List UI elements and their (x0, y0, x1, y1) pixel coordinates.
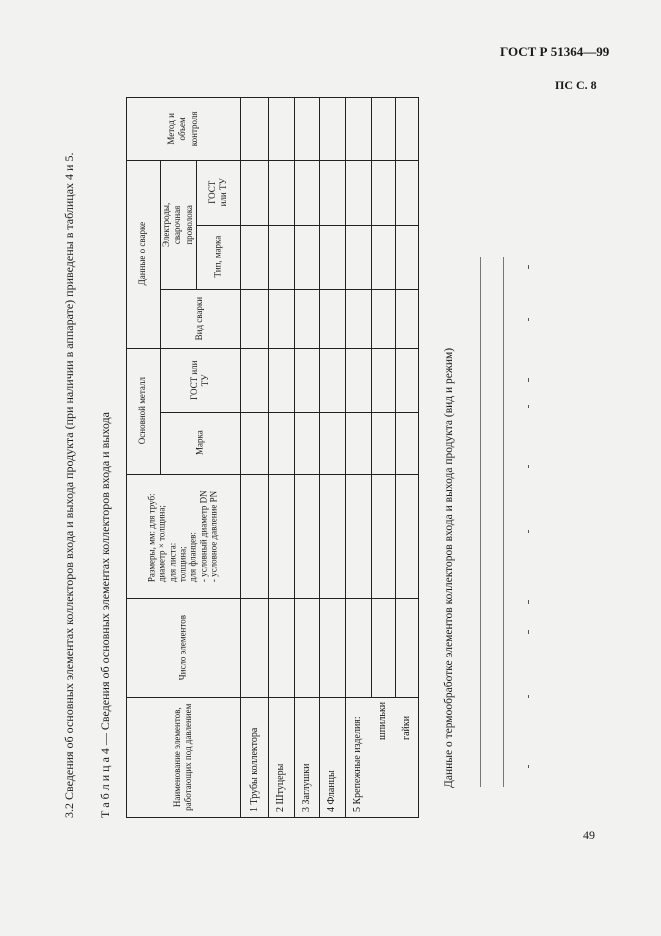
col-header-weld-data: Данные о сварке (137, 222, 148, 286)
table-caption: Т а б л и ц а 4 — Сведения об основных элементах коллекторов входа и выхода (98, 412, 112, 818)
row-label-fasteners: 5 Крепежные изделия: (352, 716, 363, 812)
col-header-electrode-grade: Тип, марка (212, 236, 223, 278)
page-number: 49 (583, 828, 595, 842)
blank-line-1 (480, 257, 481, 787)
section-text: 3.2 Сведения об основных элементах коллекторов входа и выхода продукта (при наличии в аппарате) приведены в таблицах 4 и 5. (62, 152, 76, 818)
col-header-metal-grade: Марка (194, 430, 205, 456)
row-label-pipes: 1 Трубы коллектора (249, 727, 260, 812)
blank-line-2 (503, 257, 504, 787)
row-label-nuts: гайки (401, 715, 412, 740)
row-label-flanges: 4 Фланцы (326, 770, 337, 812)
col-header-electrodes: Электроды, сварочная проволока (161, 202, 194, 247)
col-header-base-metal: Основной металл (137, 377, 148, 445)
page-reference: ПС С. 8 (555, 78, 597, 92)
col-header-dimensions: Размеры, мм: для труб: диаметр × толщина; для листа: толщина; для фланцев: - условный диаметр DN - условное давление PN (146, 490, 219, 582)
gost-header: ГОСТ Р 51364—99 (500, 44, 610, 59)
col-header-control: Метод и объем контроля (166, 111, 199, 146)
col-header-count: Число элементов (177, 614, 188, 681)
col-header-electrode-gost: ГОСТ или ТУ (206, 178, 228, 207)
row-label-studs: шпильки (377, 701, 388, 740)
row-label-plugs: 3 Заглушки (301, 763, 312, 812)
col-header-metal-gost: ГОСТ или ТУ (188, 360, 210, 400)
col-header-weld-type: Вид сварки (194, 296, 205, 341)
col-header-name: Наименование элементов, работающих под давлением (171, 703, 193, 811)
heat-treatment-text: Данные о термообработке элементов коллекторов входа и выхода продукта (вид и режим) (443, 347, 455, 788)
row-label-fittings: 2 Штуцеры (275, 763, 286, 812)
